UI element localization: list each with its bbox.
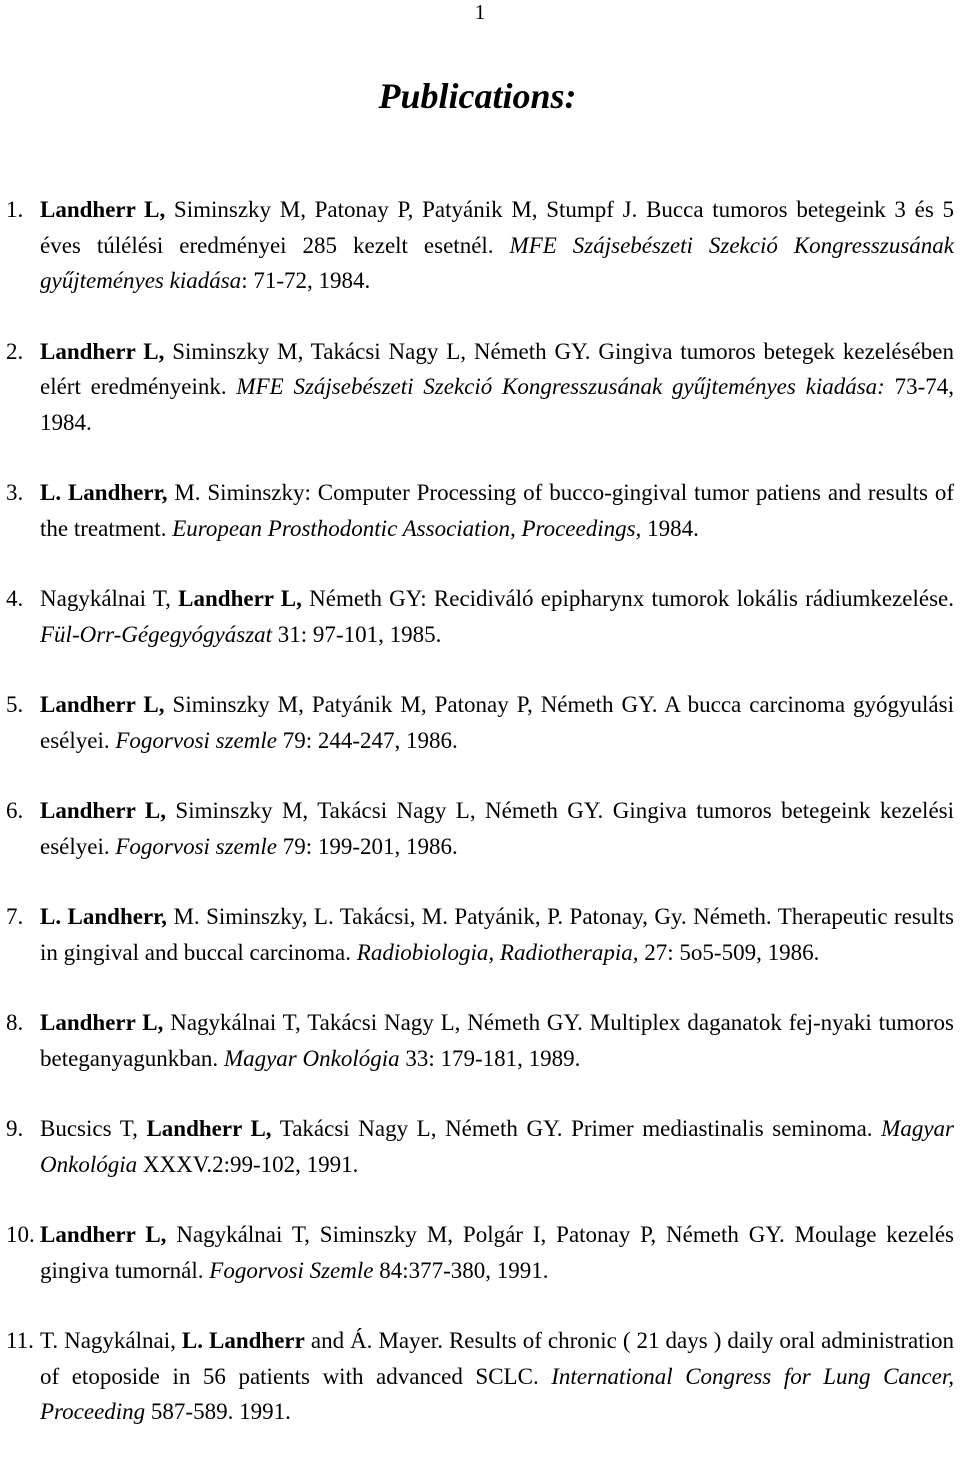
main-author: Landherr L, [40, 692, 165, 717]
publication-citation [40, 1005, 954, 1076]
publication-reference: : 71-72, 1984. [241, 268, 371, 293]
publication-reference: 31: 97-101, 1985. [272, 621, 442, 647]
publication-citation [40, 1217, 954, 1288]
publication-title: Gingiva tumoros betegek kezelésében elért eredményeink. [40, 338, 954, 399]
publication-citation [40, 192, 954, 299]
publication-item [0, 1005, 960, 1076]
publication-item [0, 475, 960, 546]
publication-reference: 84:377-380, 1991. [373, 1257, 549, 1283]
publication-citation [40, 687, 954, 758]
publication-title: Gingiva tumoros betegeink kezelési esélyei. [40, 798, 954, 859]
publication-title: Bucca tumoros betegeink 3 és 5 éves túlélési eredményei 285 kezelt esetnél. [40, 197, 954, 258]
publication-number: 5. [6, 692, 24, 717]
co-authors: and Á. Mayer. [304, 1328, 449, 1353]
publication-number: 11. [6, 1328, 34, 1353]
journal-name: Magyar Onkológia [40, 1116, 954, 1177]
publication-item [0, 581, 960, 652]
co-authors: M. Siminszky, L. Takácsi, M. Patyánik, P. Patonay, Gy. Németh. [167, 904, 778, 929]
publication-citation [40, 581, 954, 652]
publication-number: 7. [6, 904, 24, 929]
publication-reference: 73-74, 1984. [40, 374, 954, 435]
journal-name: Fogorvosi szemle [115, 727, 277, 753]
co-authors: Siminszky M, Patyánik M, Patonay P, Németh GY. [164, 692, 665, 717]
publication-number: 8. [6, 1010, 24, 1035]
publication-title: Computer Processing of bucco-gingival tumor patiens and results of the treatment. [40, 480, 954, 541]
publication-citation [40, 1323, 954, 1430]
journal-name: European Prosthodontic Association, Proceedings, [172, 515, 642, 541]
co-authors: Siminszky M, Patonay P, Patyánik M, Stumpf J. [165, 197, 647, 222]
publication-reference: 79: 244-247, 1986. [276, 727, 458, 753]
publication-title: Results of chronic ( 21 days ) daily oral administration of etoposide in 56 patients with advanced SCLC. [40, 1328, 955, 1389]
journal-name: International Congress for Lung Cancer, Proceeding [40, 1363, 954, 1424]
publication-citation [40, 1111, 954, 1182]
publication-number: 6. [6, 798, 24, 823]
publication-title: Therapeutic results in gingival and buccal carcinoma. [40, 904, 955, 965]
publication-number: 10. [6, 1222, 35, 1247]
publication-item [0, 192, 960, 299]
journal-name: Fül-Orr-Gégegyógyászat [40, 621, 273, 647]
publication-title: Multiplex daganatok fej-nyaki tumoros beteganyagunkban. [40, 1010, 954, 1071]
co-authors: Németh GY: [301, 586, 434, 611]
journal-name: MFE Szájsebészeti Szekció Kongresszusának gyűjteményes kiadása [40, 232, 954, 293]
publication-item [0, 793, 960, 864]
publication-number: 2. [6, 338, 24, 364]
publication-title: Primer mediastinalis seminoma. [571, 1116, 882, 1141]
leading-authors: Bucsics T, [40, 1116, 147, 1141]
journal-name: Radiobiologia, Radiotherapia, [356, 939, 639, 965]
co-authors: Takácsi Nagy L, Németh GY. [271, 1116, 572, 1141]
main-author: Landherr L, [40, 338, 165, 364]
publication-item [0, 1323, 960, 1430]
main-author: Landherr L, [146, 1116, 272, 1141]
main-author: L. Landherr [181, 1328, 305, 1353]
publication-number: 3. [6, 480, 24, 505]
leading-authors: T. Nagykálnai, [40, 1328, 182, 1353]
publication-list [0, 192, 960, 1465]
main-author: L. Landherr, [40, 480, 168, 505]
publication-item [0, 1111, 960, 1182]
publication-title: Moulage kezelés gingiva tumornál. [40, 1222, 954, 1283]
publication-item [0, 334, 960, 441]
publication-number: 4. [6, 586, 24, 611]
page-title: Publications: [378, 76, 577, 116]
journal-name: Fogorvosi Szemle [209, 1257, 374, 1283]
main-author: Landherr L, [40, 1222, 167, 1247]
main-author: Landherr L, [178, 586, 302, 611]
publication-item [0, 1217, 960, 1288]
publication-item [0, 899, 960, 970]
journal-name: MFE Szájsebészeti Szekció Kongresszusának gyűjteményes kiadása: [236, 374, 885, 399]
publication-reference: 27: 5o5-509, 1986. [638, 939, 820, 965]
co-authors: Nagykálnai T, Takácsi Nagy L, Németh GY. [163, 1010, 590, 1035]
main-author: Landherr L, [40, 798, 166, 823]
publication-reference: 33: 179-181, 1989. [399, 1045, 581, 1071]
publication-item [0, 687, 960, 758]
publication-reference: 79: 199-201, 1986. [276, 833, 458, 859]
page-number: 1 [474, 0, 486, 24]
co-authors: Nagykálnai T, Siminszky M, Polgár I, Patonay P, Németh GY. [166, 1222, 795, 1247]
co-authors: Siminszky M, Takácsi Nagy L, Németh GY. [164, 338, 599, 364]
publication-citation [40, 899, 954, 970]
publication-number: 1. [6, 197, 24, 222]
publication-number: 9. [6, 1116, 24, 1141]
publication-reference: XXXV.2:99-102, 1991. [137, 1151, 359, 1177]
publication-title: A bucca carcinoma gyógyulási esélyei. [40, 692, 954, 753]
main-author: L. Landherr, [40, 904, 168, 929]
publication-reference: 1984. [641, 515, 699, 541]
main-author: Landherr L, [40, 197, 166, 222]
publication-citation [40, 475, 954, 546]
publication-citation [40, 334, 954, 441]
journal-name: Magyar Onkológia [223, 1045, 400, 1071]
publication-reference: 587-589. 1991. [145, 1399, 291, 1424]
publication-title: Recidiváló epipharynx tumorok lokális rádiumkezelése. [433, 586, 954, 611]
co-authors: M. Siminszky: [167, 480, 318, 505]
leading-authors: Nagykálnai T, [40, 586, 179, 611]
publication-citation [40, 793, 954, 864]
co-authors: Siminszky M, Takácsi Nagy L, Németh GY. [165, 798, 613, 823]
journal-name: Fogorvosi szemle [115, 833, 277, 859]
main-author: Landherr L, [40, 1010, 164, 1035]
